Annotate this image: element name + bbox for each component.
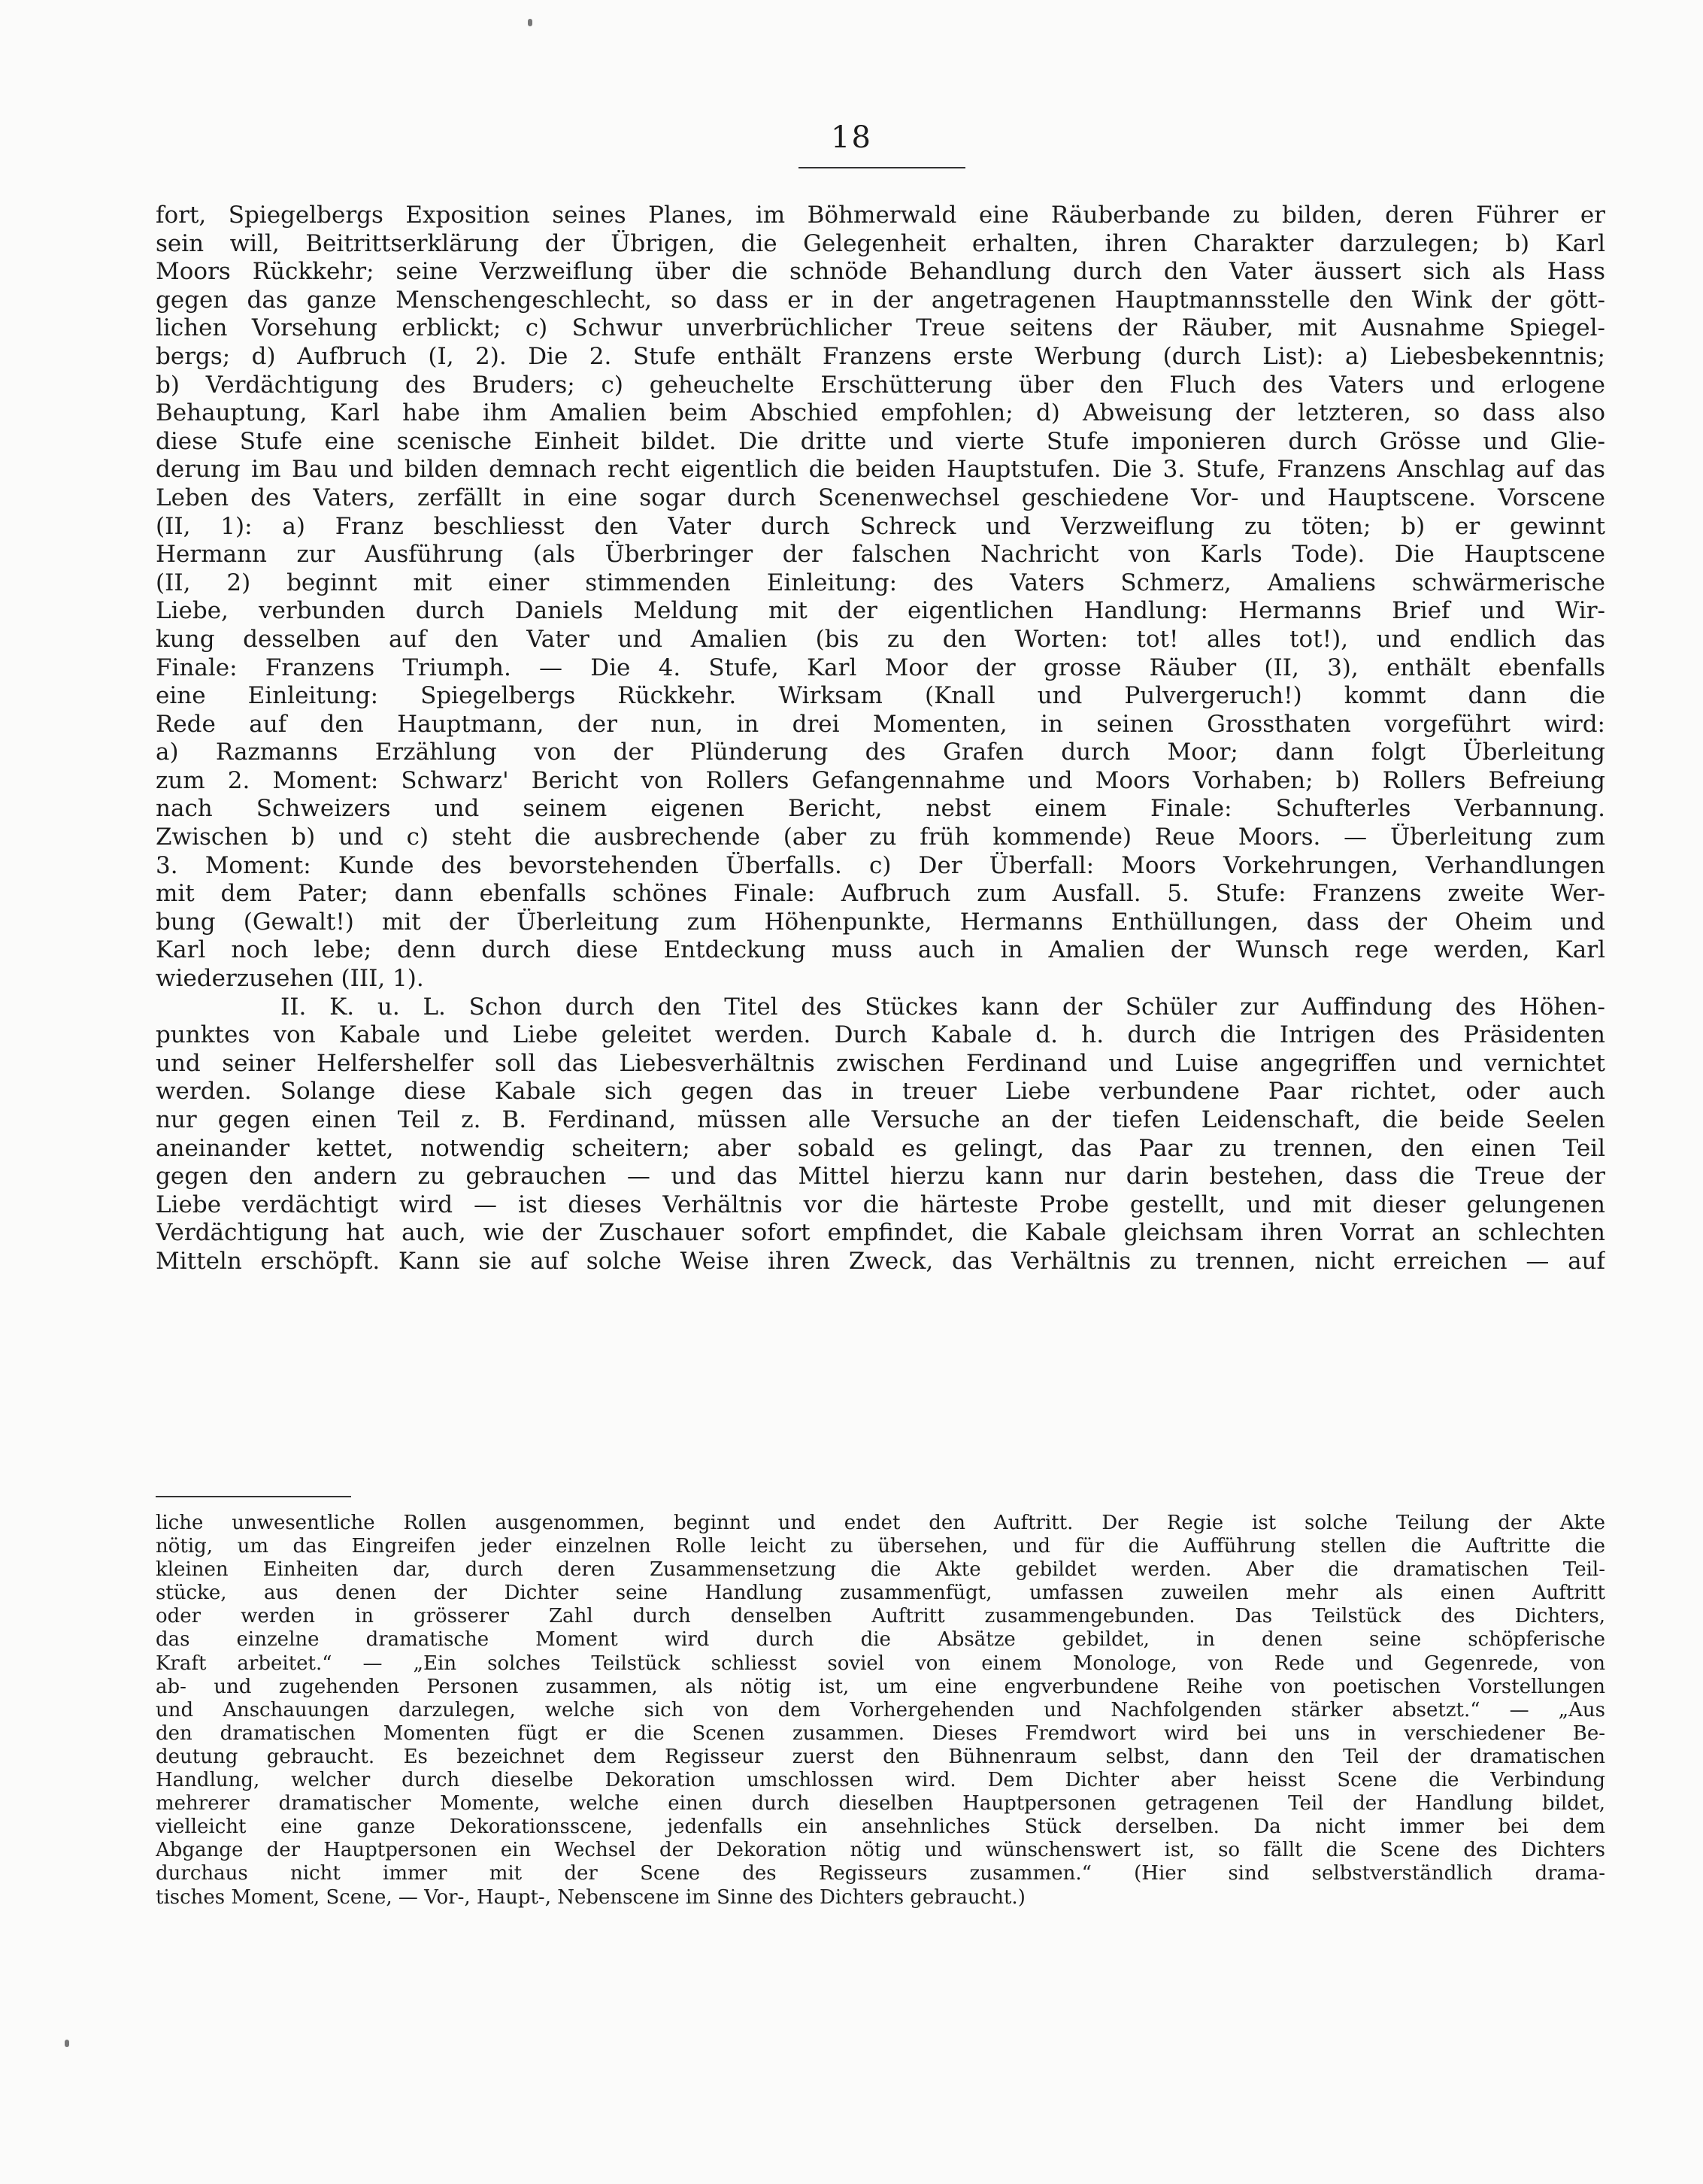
body-line: aneinander kettet, notwendig scheitern; aber sobald es gelingt, das Paar zu trennen, den einen Teil xyxy=(156,1134,1605,1162)
footnote-line: mehrerer dramatischer Momente, welche einen durch dieselben Hauptpersonen getragenen Teil der Handlung bildet, xyxy=(156,1792,1605,1815)
body-line: Liebe, verbunden durch Daniels Meldung mit der eigentlichen Handlung: Hermanns Brief und Wir- xyxy=(156,597,1605,625)
footnote-line: das einzelne dramatische Moment wird durch die Absätze gebildet, in denen seine schöpferische xyxy=(156,1628,1605,1652)
footnote-line: liche unwesentliche Rollen ausgenommen, beginnt und endet den Auftritt. Der Regie ist solche Teilung der Akte xyxy=(156,1512,1605,1534)
footnote-line: vielleicht eine ganze Dekorationsscene, jedenfalls ein ansehnliches Stück derselben. Da nicht immer bei dem xyxy=(156,1815,1605,1839)
body-line: Verdächtigung hat auch, wie der Zuschauer sofort empfindet, die Kabale gleichsam ihren Vorrat an schlechten xyxy=(156,1219,1605,1247)
body-line: bung (Gewalt!) mit der Überleitung zum Höhenpunkte, Hermanns Enthüllungen, dass der Oheim und xyxy=(156,908,1605,936)
body-line: Behauptung, Karl habe ihm Amalien beim Abschied empfohlen; d) Abweisung der letzteren, so dass also xyxy=(156,399,1605,427)
body-line: (II, 1): a) Franz beschliesst den Vater durch Schreck und Verzweiflung zu töten; b) er gewinnt xyxy=(156,512,1605,540)
footnote-line: Kraft arbeitet.“ — „Ein solches Teilstück schliesst soviel von einem Monologe, von Rede und Gegenrede, von xyxy=(156,1652,1605,1675)
body-line: b) Verdächtigung des Bruders; c) geheuchelte Erschütterung über den Fluch des Vaters und erlogene xyxy=(156,371,1605,399)
page-number: 18 xyxy=(831,120,872,155)
body-line: Karl noch lebe; denn durch diese Entdeckung muss auch in Amalien der Wunsch rege werden, Karl xyxy=(156,936,1605,964)
footnote-line: Handlung, welcher durch dieselbe Dekoration umschlossen wird. Dem Dichter aber heisst Scene die Verbindung xyxy=(156,1769,1605,1792)
footnote-line: Abgange der Hauptpersonen ein Wechsel der Dekoration nötig und wünschenswert ist, so fällt die Scene des Dichters xyxy=(156,1839,1605,1862)
footnote-line: nötig, um das Eingreifen jeder einzelnen Rolle leicht zu übersehen, und für die Aufführung stellen die Auftritte die xyxy=(156,1535,1605,1558)
body-line: II. K. u. L. Schon durch den Titel des Stückes kann der Schüler zur Auffindung des Höhen- xyxy=(280,993,1605,1021)
body-line: nach Schweizers und seinem eigenen Bericht, nebst einem Finale: Schufterles Verbannung. xyxy=(156,795,1605,823)
body-line: wiederzusehen (III, 1). xyxy=(156,965,424,993)
footnote-rule xyxy=(156,1496,351,1497)
body-line: a) Razmanns Erzählung von der Plünderung des Grafen durch Moor; dann folgt Überleitung xyxy=(156,739,1605,766)
footnote-line: stücke, aus denen der Dichter seine Handlung zusammenfügt, umfassen zuweilen mehr als einen Auftritt xyxy=(156,1582,1605,1605)
footnote-line: durchaus nicht immer mit der Scene des Regisseurs zusammen.“ (Hier sind selbstverständlich drama- xyxy=(156,1862,1605,1885)
body-line: Leben des Vaters, zerfällt in eine sogar durch Scenenwechsel geschiedene Vor- und Hauptscene. Vorscene xyxy=(156,484,1605,511)
body-line: fort, Spiegelbergs Exposition seines Planes, im Böhmerwald eine Räuberbande zu bilden, deren Führer er xyxy=(156,202,1605,229)
footnote-line: den dramatischen Momenten fügt er die Scenen zusammen. Dieses Fremdwort wird bei uns in verschiedener Be- xyxy=(156,1721,1605,1745)
body-line: nur gegen einen Teil z. B. Ferdinand, müssen alle Versuche an der tiefen Leidenschaft, die beide Seelen xyxy=(156,1106,1605,1133)
body-line: kung desselben auf den Vater und Amalien (bis zu den Worten: tot! alles tot!), und endlich das xyxy=(156,625,1605,653)
footnote-line: ab- und zugehenden Personen zusammen, als nötig ist, um eine engverbundene Reihe von poetischen Vorstellungen xyxy=(156,1675,1605,1698)
body-line: Hermann zur Ausführung (als Überbringer der falschen Nachricht von Karls Tode). Die Hauptscene xyxy=(156,541,1605,569)
body-line: punktes von Kabale und Liebe geleitet werden. Durch Kabale d. h. durch die Intrigen des Präsidenten xyxy=(156,1021,1605,1049)
body-line: gegen das ganze Menschengeschlecht, so dass er in der angetragenen Hauptmannsstelle den Wink der gött- xyxy=(156,286,1605,314)
body-line: Rede auf den Hauptmann, der nun, in drei Momenten, in seinen Grossthaten vorgeführt wird: xyxy=(156,710,1605,738)
body-line: werden. Solange diese Kabale sich gegen das in treuer Liebe verbundene Paar richtet, oder auch xyxy=(156,1078,1605,1106)
paper-speck xyxy=(528,19,532,26)
body-line: Zwischen b) und c) steht die ausbrechende (aber zu früh kommende) Reue Moors. — Überleitung zum xyxy=(156,824,1605,851)
footnote-line: oder werden in grösserer Zahl durch denselben Auftritt zusammengebunden. Das Teilstück des Dichters, xyxy=(156,1605,1605,1628)
body-line: (II, 2) beginnt mit einer stimmenden Einleitung: des Vaters Schmerz, Amaliens schwärmerische xyxy=(156,569,1605,596)
body-line: Mitteln erschöpft. Kann sie auf solche Weise ihren Zweck, das Verhältnis zu trennen, nicht erreichen — auf xyxy=(156,1247,1605,1275)
body-line: lichen Vorsehung erblickt; c) Schwur unverbrüchlicher Treue seitens der Räuber, mit Ausnahme Spiegel- xyxy=(156,314,1605,342)
body-line: eine Einleitung: Spiegelbergs Rückkehr. Wirksam (Knall und Pulvergeruch!) kommt dann die xyxy=(156,682,1605,710)
footnote-line: und Anschauungen darzulegen, welche sich von dem Vorhergehenden und Nachfolgenden stärker absetzt.“ — „Aus xyxy=(156,1698,1605,1721)
body-line: Moors Rückkehr; seine Verzweiflung über die schnöde Behandlung durch den Vater äussert sich als Hass xyxy=(156,258,1605,286)
body-line: gegen den andern zu gebrauchen — und das Mittel hierzu kann nur darin bestehen, dass die Treue der xyxy=(156,1163,1605,1191)
footnote xyxy=(156,1512,1605,1909)
body-line: und seiner Helfershelfer soll das Liebesverhältnis zwischen Ferdinand und Luise angegriffen und vernichtet xyxy=(156,1049,1605,1077)
paper-speck xyxy=(65,2040,69,2047)
body-line: zum 2. Moment: Schwarz' Bericht von Rollers Gefangennahme und Moors Vorhaben; b) Rollers Befreiung xyxy=(156,766,1605,794)
body-line: derung im Bau und bilden demnach recht eigentlich die beiden Hauptstufen. Die 3. Stufe, Franzens Anschlag auf das xyxy=(156,456,1605,484)
body-line: 3. Moment: Kunde des bevorstehenden Überfalls. c) Der Überfall: Moors Vorkehrungen, Verhandlungen xyxy=(156,851,1605,879)
body-text xyxy=(156,202,1605,1276)
footnote-line: tisches Moment, Scene, — Vor-, Haupt-, Nebenscene im Sinne des Dichters gebraucht.) xyxy=(156,1885,1026,1909)
body-line: bergs; d) Aufbruch (I, 2). Die 2. Stufe enthält Franzens erste Werbung (durch List): a) Liebesbekenntnis; xyxy=(156,342,1605,370)
body-line: mit dem Pater; dann ebenfalls schönes Finale: Aufbruch zum Ausfall. 5. Stufe: Franzens zweite Wer- xyxy=(156,880,1605,908)
header-rule xyxy=(798,167,965,168)
footnote-line: deutung gebraucht. Es bezeichnet dem Regisseur zuerst den Bühnenraum selbst, dann den Teil der dramatischen xyxy=(156,1745,1605,1768)
footnote-line: kleinen Einheiten dar, durch deren Zusammensetzung die Akte gebildet werden. Aber die dramatischen Teil- xyxy=(156,1558,1605,1582)
body-line: Liebe verdächtigt wird — ist dieses Verhältnis vor die härteste Probe gestellt, und mit dieser gelungenen xyxy=(156,1191,1605,1218)
body-line: diese Stufe eine scenische Einheit bildet. Die dritte und vierte Stufe imponieren durch Grösse und Glie- xyxy=(156,427,1605,455)
body-line: Finale: Franzens Triumph. — Die 4. Stufe, Karl Moor der grosse Räuber (II, 3), enthält ebenfalls xyxy=(156,654,1605,681)
body-line: sein will, Beitrittserklärung der Übrigen, die Gelegenheit erhalten, ihren Charakter darzulegen; b) Karl xyxy=(156,229,1605,257)
